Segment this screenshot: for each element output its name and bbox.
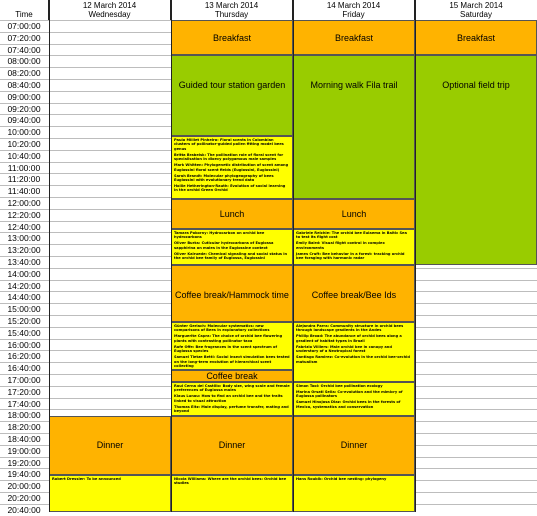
time-label: 10:20:00: [7, 139, 41, 149]
time-label: 14:00:00: [7, 268, 41, 279]
time-label: 16:00:00: [7, 339, 41, 350]
time-label: 20:40:00: [7, 504, 41, 515]
event-title: Coffee break: [206, 371, 258, 381]
time-label: 13:40:00: [7, 257, 41, 267]
time-label: 09:00:00: [7, 91, 41, 102]
talk-item: Britta Brabeisk: The pollination role of floral scent for specialisation in dioecy polygamous male samples: [174, 152, 284, 162]
talks-fri-evening[interactable]: [293, 475, 415, 512]
event-title: Dinner: [340, 440, 368, 450]
talks-fri-lunch[interactable]: [293, 229, 415, 265]
time-label: 18:40:00: [7, 434, 41, 444]
time-header-cell: [0, 0, 49, 20]
event-title: Dinner: [218, 440, 246, 450]
day-weekday: Wednesday: [88, 10, 131, 19]
event-fri-dinner[interactable]: [293, 416, 415, 475]
talk-item: Fabrizio Villiers: Male orchid bee in canopy and understory of a Neotropical forest: [296, 344, 392, 354]
talks-thu-coffee2[interactable]: [171, 382, 293, 416]
time-label: 11:00:00: [7, 162, 41, 173]
talk-item: Hans Roubik: Orchid bee nesting: phylogeny: [296, 477, 387, 481]
day-date: 12 March 2014: [82, 1, 137, 10]
column-divider: [49, 0, 50, 512]
time-label: 10:40:00: [7, 150, 41, 161]
time-label: 13:20:00: [7, 245, 41, 256]
talk-item: Sarah Brandt: Molecular phylogeography of bees Euglossini with evolutionary trend data: [174, 173, 274, 183]
time-label: 09:40:00: [7, 115, 41, 126]
talk-item: James Cruft: Bee behavior in a forest: tracking orchid bee foraging with harmonic radar: [296, 251, 405, 261]
talks-thu-lunch[interactable]: [171, 229, 293, 265]
event-thu-dinner[interactable]: [171, 416, 293, 475]
time-label: 19:20:00: [7, 457, 41, 468]
time-label: 08:00:00: [7, 56, 41, 67]
time-label: 07:40:00: [7, 44, 41, 55]
column-divider: [171, 0, 172, 512]
talks-fri-late[interactable]: [293, 382, 415, 416]
talks-fri-afternoon[interactable]: [293, 322, 415, 382]
talks-thu-afternoon[interactable]: [171, 322, 293, 370]
talk-item: Samuel Hinojosa Diaz: Orchid bees in the forests of Mexico, systematics and conservation: [296, 400, 401, 409]
event-thu-breakfast[interactable]: [171, 20, 293, 55]
day-header-thu: [171, 0, 293, 20]
column-divider: [293, 0, 294, 512]
event-title: Optional field trip: [442, 80, 510, 90]
talk-item: Rafe Offe: Bee fragrances in the scent spectrum of Euglossa species: [174, 344, 278, 354]
talk-item: Klaus Lunau: How to find an orchid bee and the traits linked to visual attraction: [174, 394, 283, 403]
talks-thu-evening[interactable]: [171, 475, 293, 512]
event-title: Lunch: [219, 209, 245, 219]
time-header: Time: [15, 10, 33, 19]
day-weekday: Friday: [342, 10, 365, 19]
time-label: 19:40:00: [7, 469, 41, 480]
talk-item: Marina Orsati Sella: Co-evolution and the mimicry of Euglossa pollinators: [296, 390, 403, 399]
time-label: 17:20:00: [7, 386, 41, 397]
event-sat-breakfast[interactable]: [415, 20, 537, 55]
day-date: 14 March 2014: [326, 1, 381, 10]
event-fri-walk[interactable]: [293, 55, 415, 199]
time-label: 18:20:00: [7, 422, 41, 433]
talk-item: Alejandra Parra: Community structure in orchid bees through landscape gradients in the Andes: [296, 324, 404, 333]
talk-item: Paulo Milliet Pinheiro: Floral scents in Colombian clusters of pollinator-guided pollen fitting model bees genus: [174, 138, 284, 151]
time-label: 15:20:00: [7, 316, 41, 326]
time-label: 14:40:00: [7, 292, 41, 303]
talks-thu-morning[interactable]: [171, 136, 293, 199]
talk-item: Simon Tool: Orchid bee pollination ecology: [296, 384, 383, 388]
talk-item: Hollie Hetherington-Rauth: Evolution of social learning in the orchid Green Orchid: [174, 184, 286, 193]
day-date: 13 March 2014: [204, 1, 259, 10]
time-label: 10:00:00: [7, 127, 41, 138]
event-title: Lunch: [341, 209, 367, 219]
event-sat-trip[interactable]: [415, 55, 537, 265]
talk-item: Samuel Tietze Bettl: Social insect simulation bees tested on the long-term evolution of hierarchical scent collecting: [174, 355, 290, 369]
event-title: Coffee break/Hammock time: [175, 290, 289, 300]
talk-item: Nicola Williams: Where are the orchid bees: Orchid bee studies: [174, 477, 287, 486]
event-thu-coffee-hammock[interactable]: [171, 265, 293, 322]
talk-item: Marguerite Capra: The choice of orchid bee flowering plants with contrasting pollinator taxa: [174, 334, 283, 343]
time-label: 15:00:00: [7, 304, 41, 315]
event-title: Dinner: [96, 440, 124, 450]
time-label: 08:20:00: [7, 68, 41, 79]
time-label: 17:00:00: [7, 375, 41, 385]
event-fri-lunch[interactable]: [293, 199, 415, 229]
time-label: 07:20:00: [7, 32, 41, 43]
talk-item: Mark Whitten: Phylogenetic distribution of scent among Euglossini floral scent fields (Euglossini, Euglossini): [174, 163, 289, 172]
talk-item: Thomas Eltz: Male display, perfume transfer, mating and beyond: [174, 404, 289, 414]
time-label: 12:40:00: [7, 221, 41, 232]
event-fri-breakfast[interactable]: [293, 20, 415, 55]
event-title: Breakfast: [212, 33, 252, 43]
column-divider: [415, 0, 416, 512]
talk-item: Oliver Burks: Cuticular hydrocarbons of Euglossa sapphirina on males in the Euglossine context: [174, 241, 274, 250]
time-label: 11:40:00: [7, 186, 41, 197]
time-label: 11:20:00: [7, 174, 41, 185]
day-header-fri: [293, 0, 415, 20]
day-weekday: Thursday: [214, 10, 249, 19]
talk-item: Gabriele Reichle: The orchid bee Eulaema in Baltic Sea to test its flight cost: [296, 231, 407, 240]
time-label: 13:00:00: [7, 233, 41, 244]
event-title: Guided tour station garden: [178, 80, 286, 90]
time-label: 20:00:00: [7, 481, 41, 492]
event-title: Morning walk Fila trail: [310, 80, 398, 90]
talks-wed-evening[interactable]: [49, 475, 171, 512]
event-wed-dinner[interactable]: [49, 416, 171, 475]
day-date: 15 March 2014: [449, 1, 503, 10]
event-thu-coffee2[interactable]: [171, 370, 293, 382]
time-label: 12:20:00: [7, 209, 41, 220]
time-label: 15:40:00: [7, 327, 41, 338]
time-label: 17:40:00: [7, 398, 41, 409]
time-label: 16:40:00: [7, 363, 41, 374]
time-label: 18:00:00: [7, 410, 41, 421]
time-label: 20:20:00: [7, 493, 41, 503]
time-label: 09:20:00: [7, 103, 41, 114]
time-label: 16:20:00: [7, 351, 41, 362]
time-label: 14:20:00: [7, 280, 41, 291]
day-header-sat: [415, 0, 537, 20]
time-label: 12:00:00: [7, 198, 41, 208]
event-title: Breakfast: [456, 33, 496, 43]
talk-item: Emily Baird: Visual flight control in complex environments: [296, 241, 385, 250]
event-thu-tour[interactable]: [171, 55, 293, 136]
talk-item: Günter Gerlach: Molecular systematics: new comparisons of Bees in explanatory collections: [174, 324, 270, 333]
event-fri-coffee-bee[interactable]: [293, 265, 415, 322]
day-header-wed: [49, 0, 171, 20]
talk-item: Tamara Pokorny: Hydrocarbon on orchid bee hydrocarbons: [174, 231, 265, 240]
event-title: Coffee break/Bee Ids: [311, 290, 397, 300]
talk-item: Robert Dressler: To be announced: [52, 477, 121, 481]
time-label: 19:00:00: [7, 445, 41, 456]
event-thu-lunch[interactable]: [171, 199, 293, 229]
talk-item: Raul Cerna del Castillo: Body size, wing scale and female preferences of Euglossa males: [174, 384, 290, 393]
talk-item: Oliver Kalruede: Chemical signaling and social status in the orchid bee family of Euglossa, Euglossini: [174, 251, 288, 261]
time-label: 07:00:00: [7, 21, 41, 31]
talk-item: Santiago Ramirez: Co-evolution in the orchid bee-orchid mutualism: [296, 355, 410, 364]
talk-item: Phillip Broad: The abundance of orchid bees along a gradient of habitat types in Brazil: [296, 334, 402, 343]
event-title: Breakfast: [334, 33, 374, 43]
day-weekday: Saturday: [459, 10, 493, 19]
time-label: 08:40:00: [7, 80, 41, 90]
